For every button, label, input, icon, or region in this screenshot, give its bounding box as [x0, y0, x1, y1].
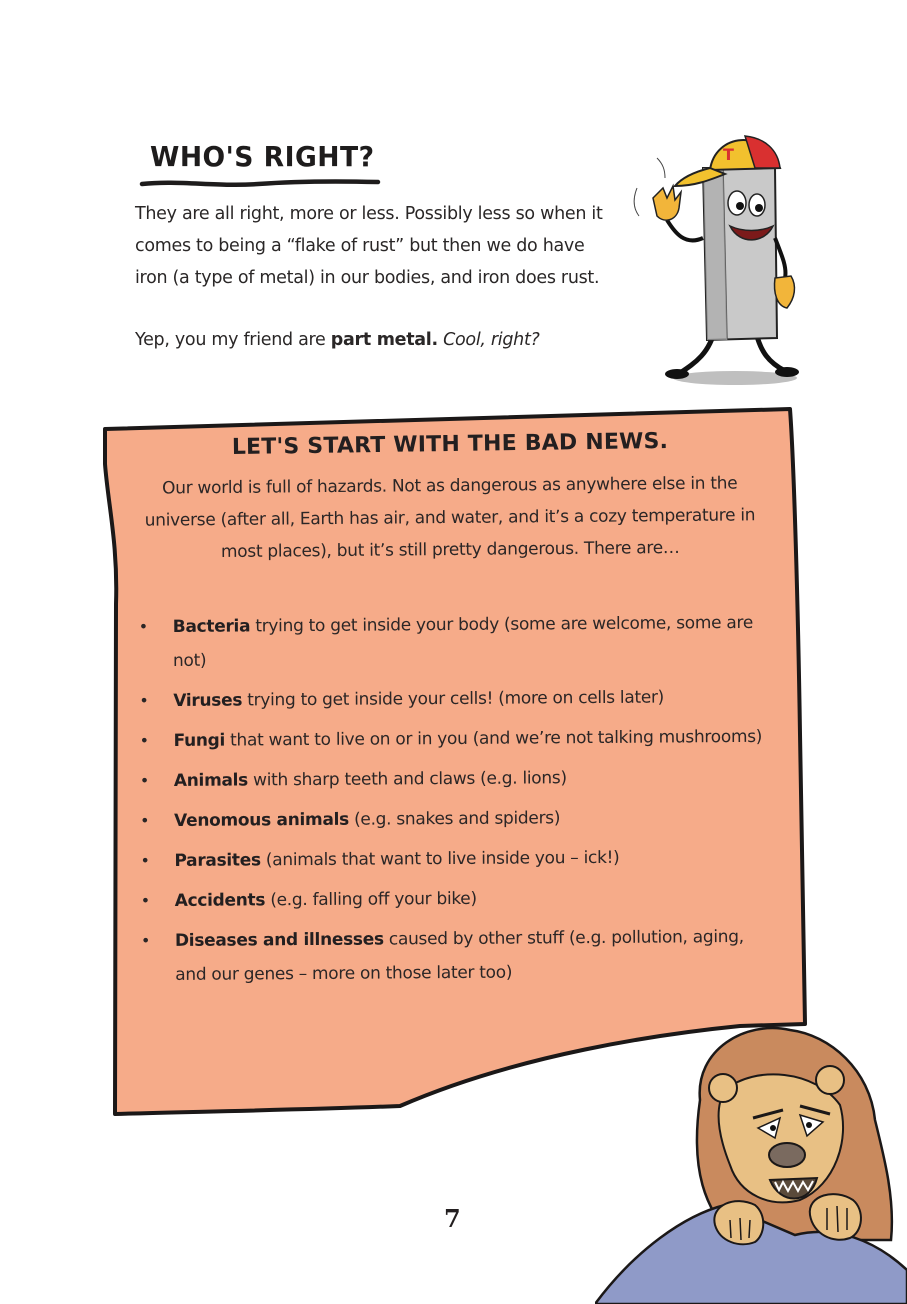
hazard-description: (e.g. snakes and spiders): [348, 808, 561, 830]
hazard-name: Bacteria: [172, 616, 251, 637]
hazard-name: Parasites: [174, 850, 261, 871]
hazard-item: [132, 800, 772, 838]
part-metal-paragraph: [135, 324, 605, 356]
hazard-description: (animals that want to live inside you – ick!): [260, 847, 620, 871]
hazard-item: [133, 920, 773, 992]
hazard-description: (e.g. falling off your bike): [265, 888, 477, 911]
bullet-icon: •: [140, 851, 150, 871]
hazard-description: trying to get inside your cells! (more on cells later): [242, 687, 665, 711]
bullet-icon: •: [139, 771, 150, 791]
hazard-description: that want to live on or in you (and we’re not talking mushrooms): [224, 726, 763, 751]
paragraph-bold: part metal.: [330, 330, 438, 350]
hazard-item: [133, 880, 773, 918]
bullet-icon: •: [139, 731, 149, 751]
hazard-name: Diseases and illnesses: [174, 929, 384, 951]
bullet-icon: •: [140, 811, 150, 831]
svg-text:T: T: [723, 145, 734, 164]
hazard-name: Venomous animals: [174, 809, 350, 831]
page-number: 7: [444, 1204, 461, 1233]
hazard-name: Accidents: [174, 890, 266, 911]
hazard-description: caused by other stuff (e.g. pollution, aging, and our genes – more on those later too): [175, 926, 744, 985]
hazard-name: Animals: [173, 770, 249, 791]
hazard-description: trying to get inside your body (some are welcome, some are not): [172, 612, 754, 671]
heading-underline: [138, 176, 383, 190]
hazard-name: Viruses: [173, 690, 243, 711]
bullet-icon: •: [138, 617, 148, 637]
hazard-name: Fungi: [173, 730, 226, 751]
hazard-item: [132, 760, 772, 798]
bullet-icon: •: [140, 931, 151, 951]
hazard-item: [132, 840, 772, 878]
bullet-icon: •: [140, 891, 150, 911]
intro-paragraph: They are all right, more or less. Possibly less so when it comes to being a “flake of rust” but then we do have iron (a type of metal) in our bodies, and iron does rust.: [135, 204, 603, 288]
callout-title: LET'S START WITH THE BAD NEWS.: [231, 428, 669, 461]
hazards-list: [131, 606, 774, 998]
hazard-item: [131, 680, 771, 718]
hazard-description: with sharp teeth and claws (e.g. lions): [247, 768, 567, 791]
section-heading: WHO'S RIGHT?: [150, 140, 375, 173]
hazard-item: [131, 606, 771, 678]
paragraph-italic: Cool, right?: [437, 330, 540, 350]
intro-text: [135, 198, 605, 356]
bullet-icon: •: [139, 691, 149, 711]
paragraph-prefix: Yep, you my friend are: [135, 330, 331, 350]
waving-metal-bar-character-icon: [615, 128, 805, 388]
angry-lion-on-rock-icon: [595, 1010, 907, 1304]
hazard-item: [131, 720, 771, 758]
callout-intro: Our world is full of hazards. Not as dangerous as anywhere else in the universe (after all, Earth has air, and water, and it’s a cozy temperature in most places), but it’s still pretty dangerous. There are…: [144, 473, 756, 562]
